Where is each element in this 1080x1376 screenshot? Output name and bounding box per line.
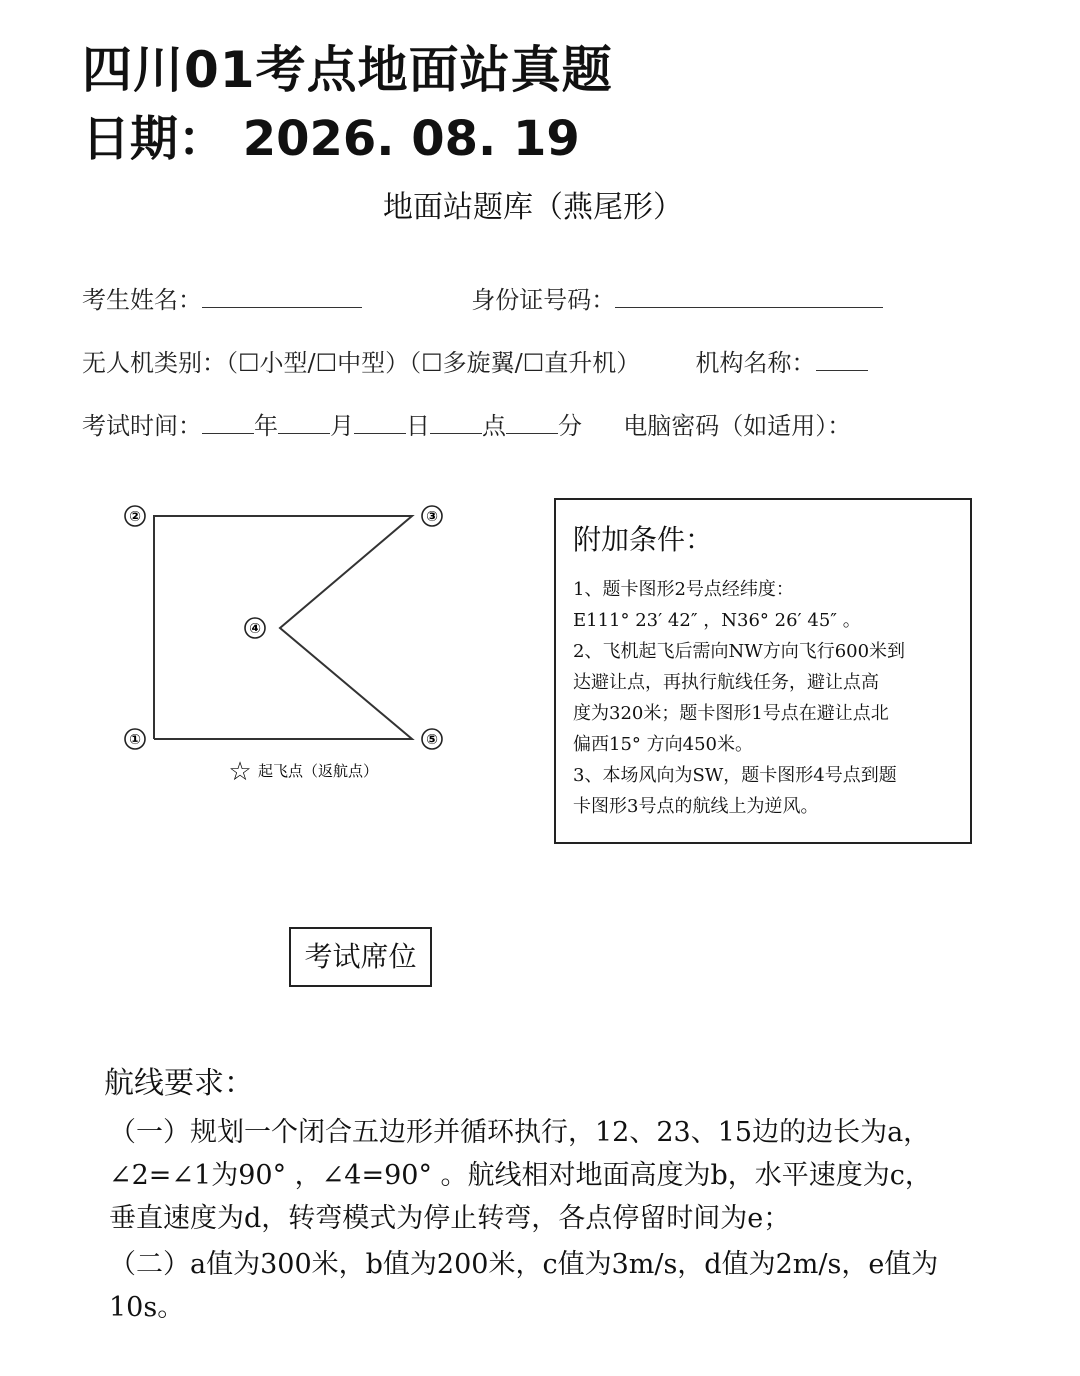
waypoint-3-label: ③ — [426, 509, 438, 525]
year-blank[interactable] — [202, 411, 254, 434]
additional-conditions-box — [554, 498, 972, 844]
id-label: 身份证号码： — [471, 286, 616, 314]
condition-line: 1、题卡图形2号点经纬度： — [573, 579, 794, 600]
condition-line: 达避让点，再执行航线任务，避让点高 — [573, 672, 879, 693]
waypoint-2 — [125, 506, 145, 526]
exam-seat-box: 考试席位 — [289, 927, 432, 987]
waypoint-4 — [245, 618, 265, 638]
org-blank[interactable] — [816, 348, 868, 371]
requirement-line: （二）a值为300米，b值为200米，c值为3m/s，d值为2m/s，e值为 — [109, 1249, 939, 1280]
conditions-title: 附加条件： — [573, 523, 714, 556]
waypoint-2-label: ② — [129, 509, 141, 525]
drone-size-options[interactable]: （☐小型/☐中型） — [226, 349, 410, 377]
route-diagram — [110, 495, 470, 795]
year-unit: 年 — [254, 412, 278, 440]
waypoint-1 — [125, 729, 145, 749]
drone-kind-options[interactable]: （☐多旋翼/☐直升机） — [409, 349, 641, 377]
requirement-line: ∠2=∠1为90° ，∠4=90° 。航线相对地面高度为b，水平速度为c， — [109, 1160, 932, 1191]
password-label: 电脑密码（如适用）： — [623, 412, 852, 440]
day-unit: 日 — [406, 412, 430, 440]
org-label: 机构名称： — [695, 349, 816, 377]
day-blank[interactable] — [354, 411, 406, 434]
name-label: 考生姓名： — [82, 286, 202, 314]
minute-blank[interactable] — [506, 411, 558, 434]
hour-unit: 点 — [482, 412, 506, 440]
form-row-candidate — [82, 280, 883, 315]
minute-unit: 分 — [558, 412, 582, 440]
name-blank[interactable] — [202, 285, 362, 308]
waypoint-1-label: ① — [129, 732, 141, 748]
month-blank[interactable] — [278, 411, 330, 434]
waypoint-4-label: ④ — [249, 621, 261, 637]
requirements-title: 航线要求： — [104, 1066, 254, 1101]
hour-blank[interactable] — [430, 411, 482, 434]
waypoint-3 — [422, 506, 442, 526]
page-title: 四川01考点地面站真题 — [82, 41, 613, 99]
waypoint-5-label: ⑤ — [426, 732, 438, 748]
drone-type-label: 无人机类别： — [82, 349, 226, 377]
form-row-time — [82, 406, 851, 441]
requirement-line: 10s。 — [109, 1292, 185, 1323]
takeoff-legend-label: 起飞点（返航点） — [258, 762, 379, 780]
exam-date: 日期： 2026. 08. 19 — [82, 111, 580, 167]
waypoint-5 — [422, 729, 442, 749]
route-path — [154, 516, 412, 739]
condition-line: 2、飞机起飞后需向NW方向飞行600米到 — [573, 641, 906, 662]
document-subtitle: 地面站题库（燕尾形） — [383, 190, 683, 225]
time-label: 考试时间： — [82, 412, 202, 440]
star-icon: ☆ — [228, 757, 252, 787]
form-row-drone — [82, 343, 868, 378]
condition-line: E111° 23′ 42″ ，N36° 26′ 45″ 。 — [573, 610, 861, 631]
id-blank[interactable] — [615, 285, 883, 308]
condition-line: 卡图形3号点的航线上为逆风。 — [573, 796, 819, 817]
condition-line: 3、本场风向为SW，题卡图形4号点到题 — [573, 765, 897, 786]
condition-line: 偏西15° 方向450米。 — [573, 734, 753, 755]
month-unit: 月 — [330, 412, 354, 440]
requirement-line: （一）规划一个闭合五边形并循环执行，12、23、15边的边长为a， — [109, 1117, 931, 1148]
requirement-line: 垂直速度为d，转弯模式为停止转弯，各点停留时间为e； — [109, 1203, 791, 1234]
condition-line: 度为320米；题卡图形1号点在避让点北 — [573, 703, 889, 724]
